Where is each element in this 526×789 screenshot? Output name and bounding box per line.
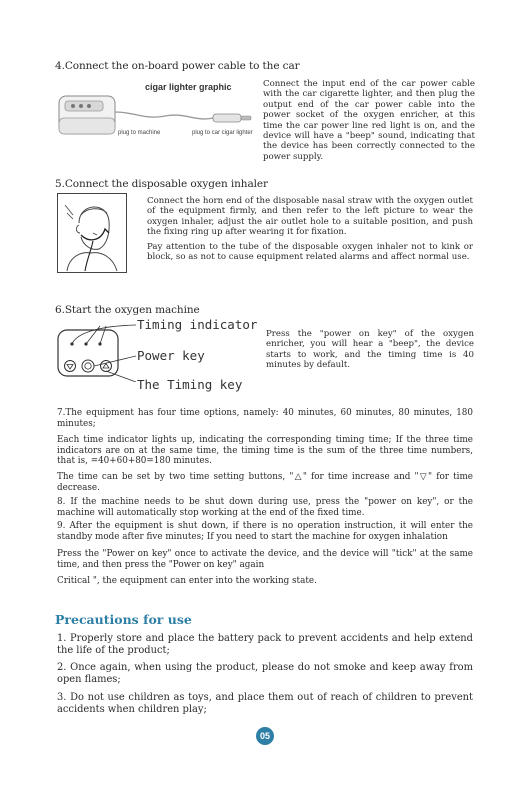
section-6-heading: 6.Start the oxygen machine bbox=[55, 304, 200, 316]
paragraph-7: 7.The equipment has four time options, namely: 40 minutes, 60 minutes, 80 minutes, 180 minutes; bbox=[57, 408, 473, 429]
paragraph-press: Press the "Power on key" once to activate the device, and the device will "tick" at the same time, and then press the "Power on key" again bbox=[57, 549, 473, 570]
precautions-title: Precautions for use bbox=[55, 612, 192, 627]
paragraph-indicator: Each time indicator lights up, indicating the corresponding timing time; If the three time indicators are on at the same time, the timing time is the sum of the three time numbers, that is, =40+60+80=180 minutes. bbox=[57, 435, 473, 467]
section-6-text: Press the "power on key" of the oxygen enricher, you will hear a "beep", the device starts to work, and the timing time is 40 minutes by default. bbox=[266, 329, 474, 371]
control-panel-illustration bbox=[56, 320, 136, 382]
machine-graphic bbox=[59, 96, 115, 134]
page-number-badge: 05 bbox=[256, 727, 274, 745]
precaution-item-3: 3. Do not use children as toys, and place them out of reach of children to prevent accidents when children play; bbox=[57, 692, 473, 716]
label-plug-to-car: plug to car cigar lighter bbox=[192, 130, 253, 136]
paragraph-9: 9. After the equipment is shut down, if there is no operation instruction, it will enter the standby mode after five minutes; If you need to start the machine for oxygen inhalation bbox=[57, 521, 473, 542]
decrease-button-icon bbox=[65, 361, 76, 372]
paragraph-critical: Critical ", the equipment can enter into the working state. bbox=[57, 576, 317, 586]
power-cable bbox=[115, 112, 213, 119]
cigar-plug-graphic bbox=[213, 114, 251, 122]
section-4-heading: 4.Connect the on-board power cable to the car bbox=[55, 60, 300, 72]
label-power-key: Power key bbox=[137, 348, 205, 363]
label-timing-key: The Timing key bbox=[137, 377, 243, 392]
section-5-text-1: Connect the horn end of the disposable nasal straw with the oxygen outlet of the equipment firmly, and then refer to the left picture to wear the oxygen inhaler, adjust the air outlet hole to a suitable position, and push the fixing ring up after wearing it for fixation. bbox=[147, 196, 473, 238]
label-timing-indicator: Timing indicator bbox=[137, 317, 258, 332]
section-5-text-2: Pay attention to the tube of the disposable oxygen inhaler not to kink or block, so as not to cause equipment related alarms and affect normal use. bbox=[147, 242, 473, 263]
precaution-item-1: 1. Properly store and place the battery pack to prevent accidents and help extend the life of the product; bbox=[57, 633, 473, 657]
label-plug-to-machine: plug to machine bbox=[118, 130, 161, 136]
paragraph-buttons: The time can be set by two time setting buttons, "△" for time increase and "▽" for time decrease. bbox=[57, 472, 473, 493]
power-key-icon bbox=[82, 360, 94, 372]
section-4-text: Connect the input end of the car power cable with the car cigarette lighter, and then plug the output end of the car power cable into the power socket of the oxygen enricher, at this time the car power line red light is on, and the device will have a "beep" sound, indicating that the device has been correctly connected to the power supply. bbox=[263, 79, 475, 162]
paragraph-8: 8. If the machine needs to be shut down during use, press the "power on key", or the machine will automatically stop working at the end of the fixed time. bbox=[57, 497, 473, 518]
face-wearing-inhaler-illustration bbox=[57, 193, 127, 273]
cigar-lighter-graphic-title: cigar lighter graphic bbox=[145, 82, 232, 92]
section-5-heading: 5.Connect the disposable oxygen inhaler bbox=[55, 178, 268, 190]
precaution-item-2: 2. Once again, when using the product, please do not smoke and keep away from open flames; bbox=[57, 662, 473, 686]
